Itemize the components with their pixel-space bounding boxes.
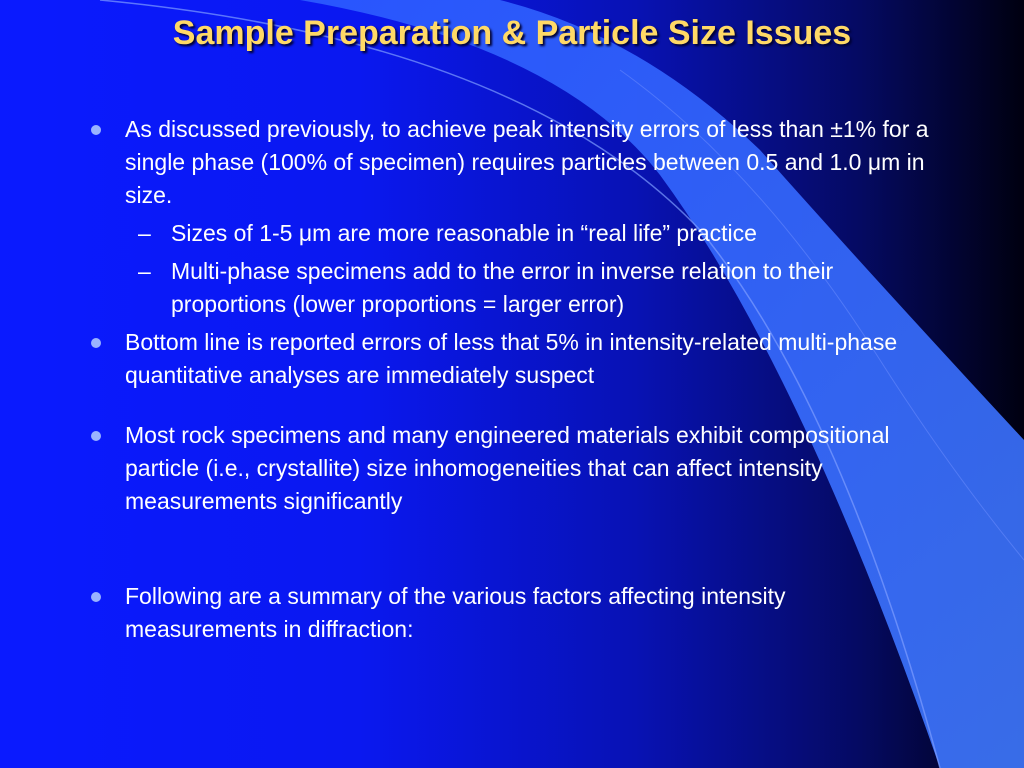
bullet-item bbox=[88, 580, 938, 646]
bullet-item bbox=[88, 113, 938, 212]
sub-bullet-text: Multi-phase specimens add to the error in inverse relation to their proportions (lower proportions = larger error) bbox=[171, 258, 834, 317]
bullet-text: As discussed previously, to achieve peak intensity errors of less than ±1% for a single phase (100% of specimen) requires particles between 0.5 and 1.0 μm in size. bbox=[125, 116, 929, 208]
bullet-item bbox=[88, 326, 938, 392]
sub-bullet-text: Sizes of 1-5 μm are more reasonable in “real life” practice bbox=[171, 220, 757, 246]
dash-bullet-icon: – bbox=[138, 258, 151, 284]
bullet-dot-icon bbox=[91, 592, 101, 602]
slide-body bbox=[88, 113, 938, 646]
bullet-dot-icon bbox=[91, 338, 101, 348]
slide-title: Sample Preparation & Particle Size Issues bbox=[172, 14, 852, 52]
sub-bullet-item bbox=[88, 217, 938, 250]
bullet-dot-icon bbox=[91, 125, 101, 135]
dash-bullet-icon: – bbox=[138, 220, 151, 246]
bullet-item bbox=[88, 419, 938, 518]
sub-bullet-item bbox=[88, 255, 938, 321]
bullet-text: Following are a summary of the various factors affecting intensity measurements in diffraction: bbox=[125, 583, 786, 642]
bullet-text: Most rock specimens and many engineered materials exhibit compositional particle (i.e., crystallite) size inhomogeneities that can affect intensity measurements significantly bbox=[125, 422, 890, 514]
bullet-text: Bottom line is reported errors of less that 5% in intensity-related multi-phase quantitative analyses are immediately suspect bbox=[125, 329, 898, 388]
bullet-dot-icon bbox=[91, 431, 101, 441]
